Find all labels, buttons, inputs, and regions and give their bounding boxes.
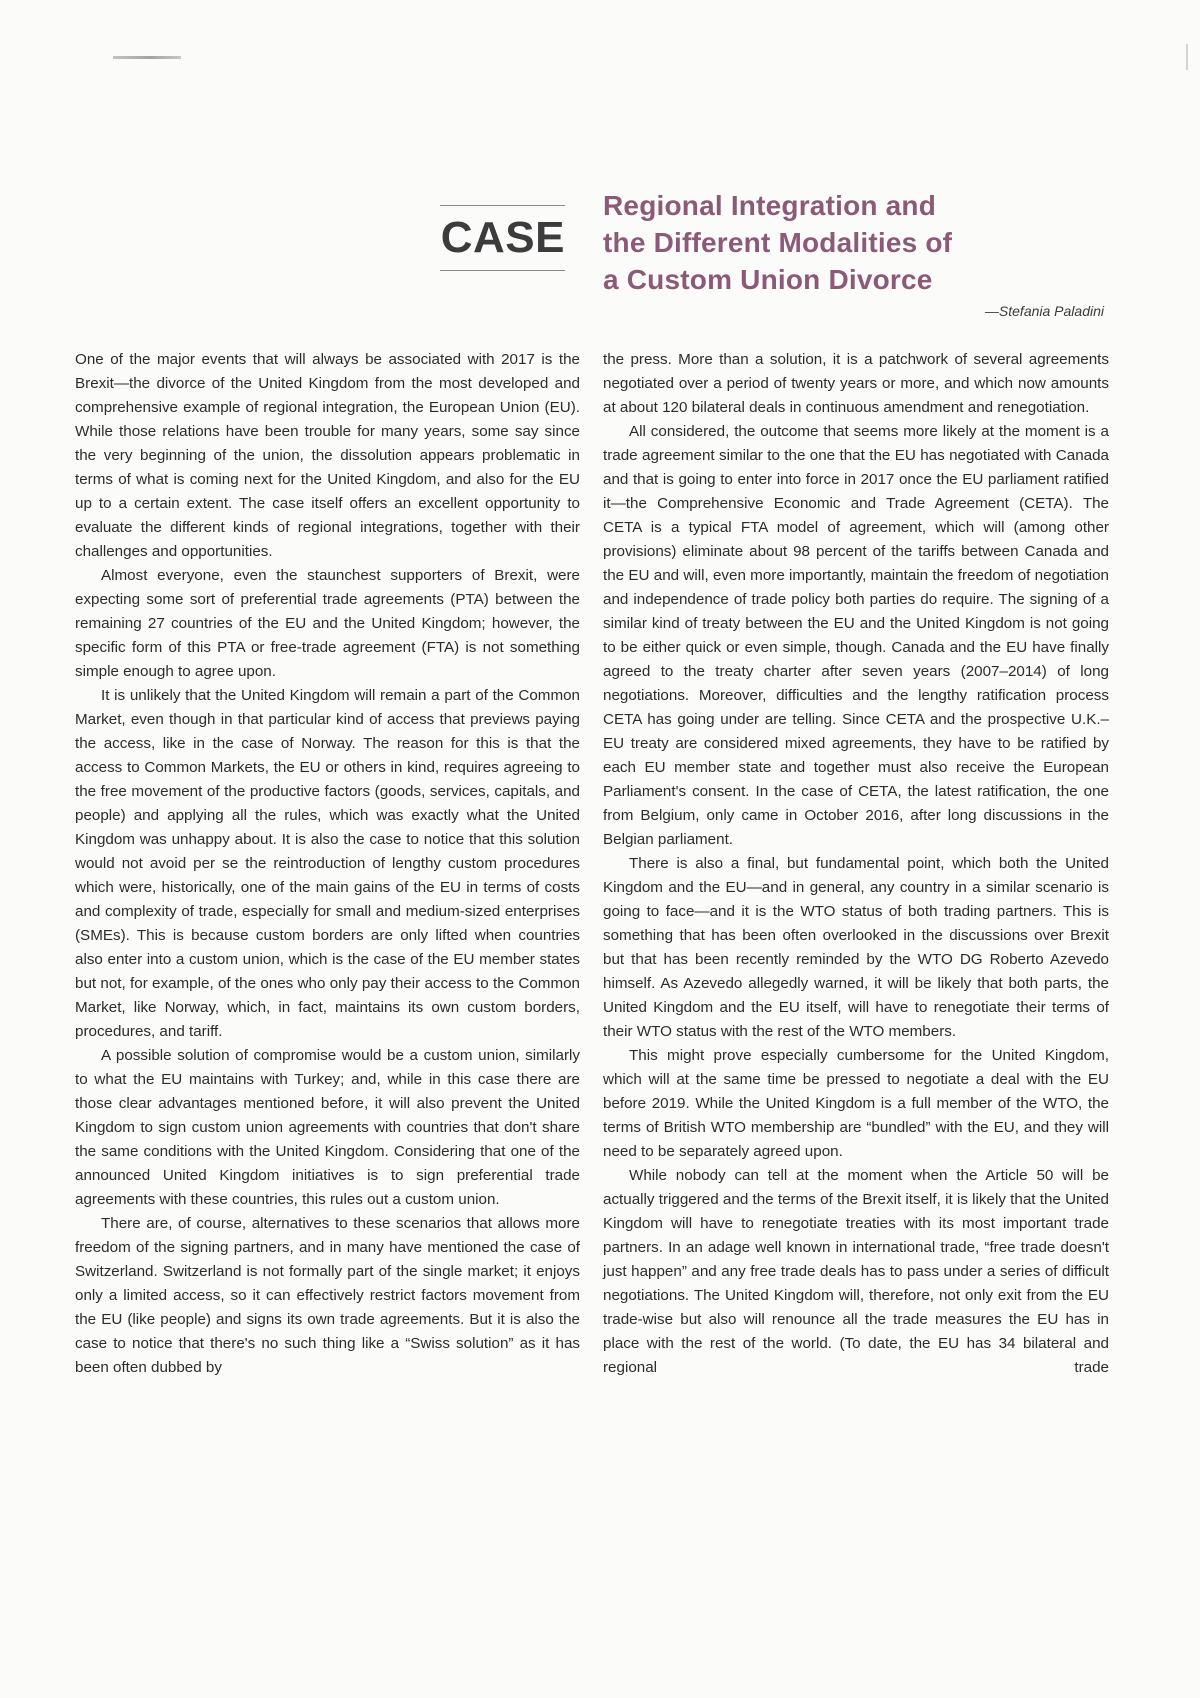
case-rule-top <box>440 205 565 206</box>
title-line: a Custom Union Divorce <box>603 264 933 295</box>
title-line: Regional Integration and <box>603 190 937 221</box>
body-paragraph: It is unlikely that the United Kingdom will remain a part of the Common Market, even though in that particular kind of access that previews paying the access, like in the case of Norway. The reason for this is that the access to Common Markets, the EU or others in kind, requires agreeing to the free movement of the productive factors (goods, services, capitals, and people) and applying all the rules, which was exactly what the United Kingdom was unhappy about. It is also the case to notice that this solution would not avoid per se the reintroduction of lengthy custom procedures which were, historically, one of the main gains of the EU in terms of costs and complexity of trade, especially for small and medium-sized enterprises (SMEs). This is because custom borders are only lifted when countries also enter into a custom union, which is the case of the EU member states but not, for example, of the ones who only pay their access to the Common Market, like Norway, which, in fact, maintains its own custom borders, procedures, and tariff. <box>75 687 580 1040</box>
body-paragraph: Almost everyone, even the staunchest supporters of Brexit, were expecting some sort of preferential trade agreements (PTA) between the remaining 27 countries of the EU and the United Kingdom; however, the specific form of this PTA or free-trade agreement (FTA) is not something simple enough to agree upon. <box>75 567 580 680</box>
body-paragraph: the press. More than a solution, it is a patchwork of several agreements negotiated over a period of twenty years or more, and which now amounts at about 120 bilateral deals in continuous amendment and renegotiation. <box>603 351 1109 416</box>
body-paragraph: This might prove especially cumbersome for the United Kingdom, which will at the same time be pressed to negotiate a deal with the EU before 2019. While the United Kingdom is a full member of the WTO, the terms of British WTO membership are “bundled” with the EU, and they will need to be separately agreed upon. <box>603 1047 1109 1160</box>
body-paragraph: A possible solution of compromise would be a custom union, similarly to what the EU maintains with Turkey; and, while in this case there are those clear advantages mentioned before, it will also prevent the United Kingdom to sign custom union agreements with countries that don't share the same conditions with the United Kingdom. Considering that one of the announced United Kingdom initiatives is to sign preferential trade agreements with these countries, this rules out a custom union. <box>75 1047 580 1208</box>
body-paragraph: There is also a final, but fundamental point, which both the United Kingdom and the EU—and in general, any country in a similar scenario is going to face—and it is the WTO status of both trading partners. This is something that has been often overlooked in the discussions over Brexit but that has been recently reminded by the WTO DG Roberto Azevedo himself. As Azevedo allegedly warned, it will be likely that both parts, the United Kingdom and the EU itself, will have to renegotiate their terms of their WTO status with the rest of the WTO members. <box>603 855 1109 1040</box>
case-rule-bottom <box>440 270 565 271</box>
right-column <box>603 348 1109 1380</box>
body-paragraph: One of the major events that will always be associated with 2017 is the Brexit—the divorce of the United Kingdom from the most developed and comprehensive example of regional integration, the European Union (EU). While those relations have been trouble for many years, some say since the very beginning of the union, the dissolution appears problematic in terms of what is coming next for the United Kingdom, and also for the EU up to a certain extent. The case itself offers an excellent opportunity to evaluate the different kinds of regional integrations, together with their challenges and opportunities. <box>75 351 580 560</box>
left-column <box>75 348 580 1380</box>
case-label-block <box>440 205 565 271</box>
scan-artifact-mark <box>113 56 181 59</box>
author-byline: —Stefania Paladini <box>984 303 1104 319</box>
body-paragraph: All considered, the outcome that seems more likely at the moment is a trade agreement similar to the one that the EU has negotiated with Canada and that is going to enter into force in 2017 once the EU parliament ratified it—the Comprehensive Economic and Trade Agreement (CETA). The CETA is a typical FTA model of agreement, which will (among other provisions) eliminate about 98 percent of the tariffs between Canada and the EU and will, even more importantly, maintain the freedom of negotiation and independence of trade policy both parties do require. The signing of a similar kind of treaty between the EU and the United Kingdom is not going to be either quick or even simple, though. Canada and the EU have finally agreed to the treaty charter after seven years (2007–2014) of long negotiations. Moreover, difficulties and the lengthy ratification process CETA has going under are telling. Since CETA and the prospective U.K.–EU treaty are considered mixed agreements, they have to be ratified by each EU member state and together must also receive the European Parliament's consent. In the case of CETA, the latest ratification, the one from Belgium, only came in October 2016, after long discussions in the Belgian parliament. <box>603 423 1109 848</box>
body-paragraph: While nobody can tell at the moment when the Article 50 will be actually triggered and the terms of the Brexit itself, it is likely that the United Kingdom will have to renegotiate treaties with its most important trade partners. In an adage well known in international trade, “free trade doesn't just happen” and any free trade deals has to pass under a series of difficult negotiations. The United Kingdom will, therefore, not only exit from the EU trade-wise but also will renounce all the trade measures the EU has in place with the rest of the world. (To date, the EU has 34 bilateral and regional trade <box>603 1167 1109 1376</box>
page-edge-mark <box>1186 44 1188 70</box>
case-label: CASE <box>440 213 565 262</box>
body-paragraph: There are, of course, alternatives to these scenarios that allows more freedom of the signing partners, and in many have mentioned the case of Switzerland. Switzerland is not formally part of the single market; it enjoys only a limited access, so it can effectively restrict factors movement from the EU (like people) and signs its own trade agreements. But it is also the case to notice that there's no such thing like a “Swiss solution” as it has been often dubbed by <box>75 1215 580 1376</box>
title-line: the Different Modalities of <box>603 227 953 258</box>
article-title <box>603 187 1123 298</box>
